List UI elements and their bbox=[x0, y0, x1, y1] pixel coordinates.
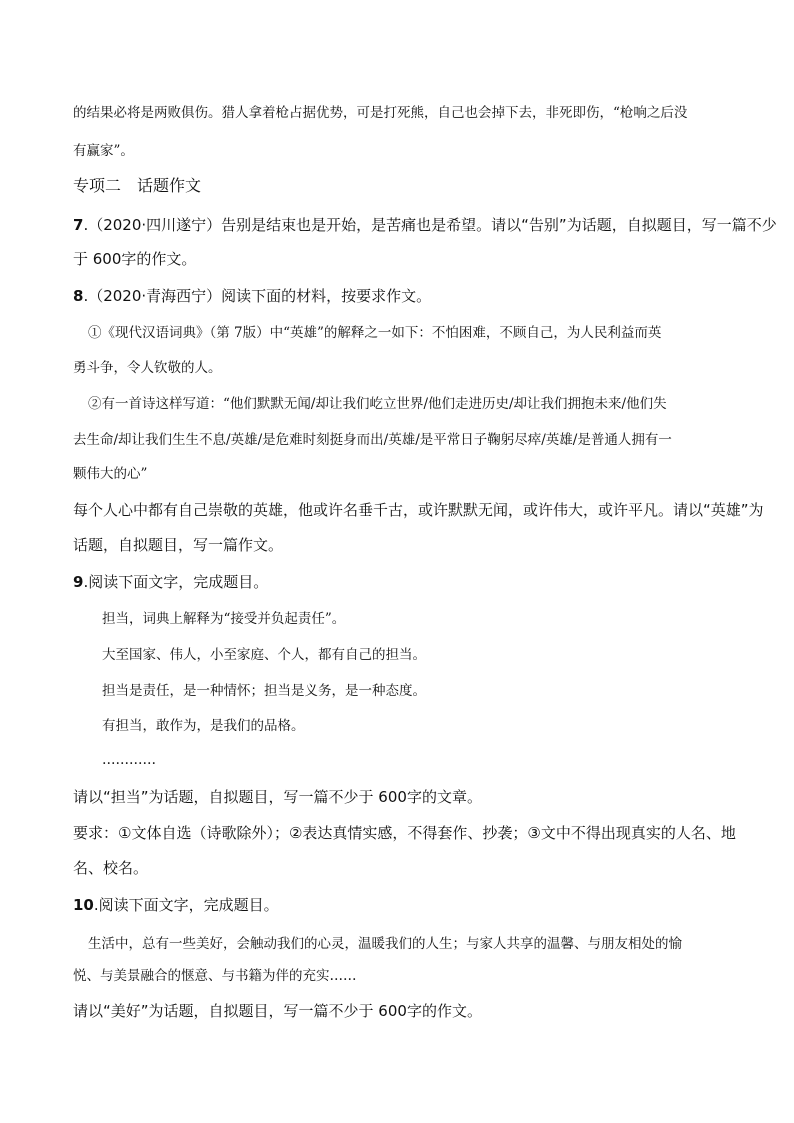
q9-paragraph-3: 担当是责任，是一种情怀；担当是义务，是一种态度。 bbox=[102, 683, 426, 699]
q10-paragraph-line-1: 生活中，总有一些美好，会触动我们的心灵，温暖我们的人生；与家人共享的温馨、与朋友相处的愉 bbox=[88, 936, 682, 952]
question-10-text: .阅读下面文字，完成题目。 bbox=[93, 896, 279, 914]
question-7-text: .（2020·四川遂宁）告别是结束也是开始，是苦痛也是希望。请以“告别”为话题，自拟题目，写一篇不少 bbox=[83, 216, 777, 234]
q9-prompt: 请以“担当”为话题，自拟题目，写一篇不少于 600字的文章。 bbox=[73, 788, 482, 806]
question-7-line-1 bbox=[73, 215, 777, 235]
q10-prompt: 请以“美好”为话题，自拟题目，写一篇不少于 600字的作文。 bbox=[73, 1002, 482, 1020]
continuation-line-2: 有赢家”。 bbox=[73, 143, 134, 159]
question-9-number: 9 bbox=[73, 573, 84, 591]
q8-material-2-line-3: 颗伟大的心” bbox=[73, 466, 148, 482]
q9-paragraph-2: 大至国家、伟人，小至家庭、个人，都有自己的担当。 bbox=[102, 647, 426, 663]
question-9-text: .阅读下面文字，完成题目。 bbox=[83, 573, 269, 591]
question-9-line-1 bbox=[73, 572, 268, 592]
q8-prompt-line-2: 话题，自拟题目，写一篇作文。 bbox=[73, 536, 284, 554]
question-7-line-2: 于 600字的作文。 bbox=[73, 250, 197, 268]
continuation-line-1: 的结果必将是两败俱伤。猎人拿着枪占据优势，可是打死熊，自己也会掉下去，非死即伤，“枪响之后没 bbox=[73, 105, 688, 121]
q9-requirement-line-1: 要求：①文体自选（诗歌除外）；②表达真情实感，不得套作、抄袭；③文中不得出现真实的人名、地 bbox=[73, 824, 736, 842]
question-8-text: .（2020·青海西宁）阅读下面的材料，按要求作文。 bbox=[83, 287, 432, 305]
q8-prompt-line-1: 每个人心中都有自己崇敬的英雄，他或许名垂千古，或许默默无闻，或许伟大，或许平凡。请以“英雄”为 bbox=[73, 501, 764, 519]
q9-paragraph-5: ………… bbox=[102, 752, 156, 768]
q8-material-1-line-1: ①《现代汉语词典》（第 7版）中“英雄”的解释之一如下：不怕困难，不顾自己，为人民利益而英 bbox=[88, 325, 662, 341]
question-8-number: 8 bbox=[73, 287, 84, 305]
q9-paragraph-4: 有担当，敢作为，是我们的品格。 bbox=[102, 718, 305, 734]
question-10-line-1 bbox=[73, 895, 279, 915]
question-8-line-1 bbox=[73, 286, 431, 306]
section-title: 专项二 话题作文 bbox=[73, 176, 202, 195]
q8-material-2-line-2: 去生命/却让我们生生不息/英雄/是危难时刻挺身而出/英雄/是平常日子鞠躬尽瘁/英雄/是普通人拥有一 bbox=[73, 432, 672, 448]
q10-paragraph-line-2: 悦、与美景融合的惬意、与书籍为伴的充实…… bbox=[73, 968, 357, 984]
question-10-number: 10 bbox=[73, 896, 94, 914]
q8-material-2-line-1: ②有一首诗这样写道：“他们默默无闻/却让我们屹立世界/他们走进历史/却让我们拥抱未来/他们失 bbox=[88, 396, 667, 412]
q8-material-1-line-2: 勇斗争，令人钦敬的人。 bbox=[73, 360, 222, 376]
q9-paragraph-1: 担当，词典上解释为“接受并负起责任”。 bbox=[102, 611, 346, 627]
q9-requirement-line-2: 名、校名。 bbox=[73, 859, 149, 877]
question-7-number: 7 bbox=[73, 216, 84, 234]
